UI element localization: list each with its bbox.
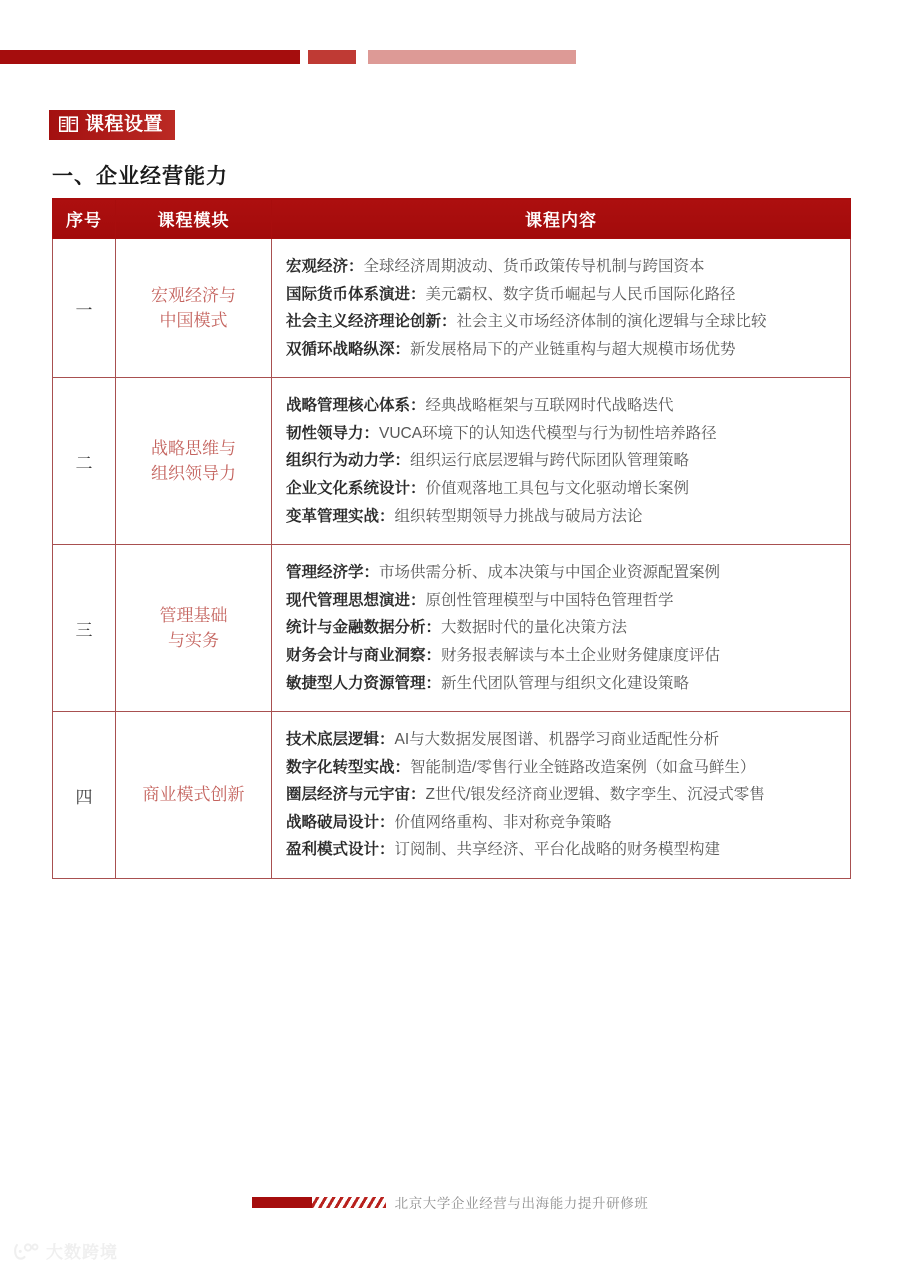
course-item-description: 新生代团队管理与组织文化建设策略 (441, 674, 690, 692)
course-content-item (286, 420, 838, 448)
course-item-term: 盈利模式设计： (286, 841, 395, 859)
top-decorative-bar (0, 50, 576, 64)
course-content-item (286, 308, 838, 336)
course-item-description: 组织转型期领导力挑战与破局方法论 (394, 507, 643, 525)
course-item-description: 经典战略框架与互联网时代战略迭代 (425, 397, 674, 415)
course-item-description: 价值观落地工具包与文化驱动增长案例 (425, 480, 690, 498)
course-item-description: 全球经济周期波动、货币政策传导机制与跨国资本 (363, 258, 705, 275)
course-item-term: 财务会计与商业洞察： (286, 646, 442, 664)
dashu-logo-icon (14, 1241, 40, 1261)
course-content-item (286, 503, 838, 531)
course-content-item (286, 336, 838, 364)
table-row (53, 712, 851, 879)
course-item-description: Z世代/银发经济商业逻辑、数字孪生、沉浸式零售 (425, 786, 765, 804)
footer-stripes (312, 1197, 386, 1208)
column-header-module: 课程模块 (116, 199, 272, 239)
topbar-segment-primary (0, 50, 300, 64)
course-item-term: 统计与金融数据分析： (286, 619, 442, 637)
topbar-segment-secondary (308, 50, 356, 64)
column-header-content: 课程内容 (272, 199, 851, 239)
course-item-description: 智能制造/零售行业全链路改造案例（如盒马鲜生） (410, 758, 756, 776)
cell-course-content (272, 239, 851, 378)
table-header-row (53, 199, 851, 239)
course-content-item (286, 392, 838, 420)
course-content-item (286, 475, 838, 503)
course-item-description: 美元霸权、数字货币崛起与人民币国际化路径 (425, 285, 736, 303)
course-item-description: 订阅制、共享经济、平台化战略的财务模型构建 (394, 841, 721, 859)
course-item-description: 市场供需分析、成本决策与中国企业资源配置案例 (379, 564, 721, 582)
course-content-item (286, 253, 838, 281)
course-content-item (286, 447, 838, 475)
course-content-item (286, 614, 838, 642)
table-row (53, 545, 851, 712)
course-content-item (286, 670, 838, 698)
open-book-icon (59, 116, 78, 133)
table-row (53, 239, 851, 378)
table-row (53, 378, 851, 545)
cell-course-content (272, 712, 851, 879)
table-header (53, 199, 851, 239)
course-item-term: 管理经济学： (286, 564, 380, 582)
course-item-description: VUCA环境下的认知迭代模型与行为韧性培养路径 (379, 424, 717, 442)
footer-text: 北京大学企业经营与出海能力提升研修班 (394, 1196, 649, 1211)
course-content-item (286, 726, 838, 754)
cell-sequence-number: 三 (53, 545, 116, 712)
page-title: 一、企业经营能力 (52, 165, 228, 188)
course-content-item (286, 836, 838, 864)
course-item-term: 韧性领导力： (286, 424, 380, 442)
watermark (14, 1238, 118, 1263)
cell-course-content (272, 378, 851, 545)
course-content-item (286, 781, 838, 809)
course-content-item (286, 642, 838, 670)
course-item-description: AI与大数据发展图谱、机器学习商业适配性分析 (394, 731, 720, 749)
course-content-item (286, 559, 838, 587)
topbar-gap (300, 50, 308, 64)
badge-label: 课程设置 (85, 114, 164, 135)
course-item-term: 社会主义经济理论创新： (286, 313, 457, 331)
course-item-description: 财务报表解读与本土企业财务健康度评估 (441, 646, 721, 664)
course-item-term: 圈层经济与元宇宙： (286, 786, 426, 804)
course-item-description: 价值网络重构、非对称竞争策略 (394, 813, 612, 831)
cell-sequence-number: 四 (53, 712, 116, 879)
watermark-text: 大数跨境 (46, 1243, 118, 1262)
course-item-term: 技术底层逻辑： (286, 731, 395, 749)
course-item-term: 宏观经济： (286, 258, 364, 275)
cell-course-module: 管理基础 与实务 (116, 545, 272, 712)
course-item-term: 战略破局设计： (286, 813, 395, 831)
course-item-term: 组织行为动力学： (286, 452, 411, 470)
course-item-term: 数字化转型实战： (286, 758, 411, 776)
course-item-description: 组织运行底层逻辑与跨代际团队管理策略 (410, 452, 690, 470)
course-content-item (286, 281, 838, 309)
table-body (53, 239, 851, 879)
topbar-gap (356, 50, 368, 64)
column-header-no: 序号 (53, 199, 116, 239)
cell-sequence-number: 一 (53, 239, 116, 378)
course-table (52, 198, 851, 879)
course-item-description: 新发展格局下的产业链重构与超大规模市场优势 (410, 340, 736, 358)
cell-course-module: 商业模式创新 (116, 712, 272, 879)
cell-course-content (272, 545, 851, 712)
course-item-description: 大数据时代的量化决策方法 (441, 619, 628, 637)
course-setup-badge (49, 110, 175, 140)
page-footer (0, 1192, 900, 1212)
course-item-term: 变革管理实战： (286, 507, 395, 525)
cell-sequence-number: 二 (53, 378, 116, 545)
course-content-item (286, 809, 838, 837)
course-item-term: 企业文化系统设计： (286, 480, 426, 498)
course-item-term: 敏捷型人力资源管理： (286, 674, 442, 692)
course-item-term: 战略管理核心体系： (286, 397, 426, 415)
cell-course-module: 宏观经济与 中国模式 (116, 239, 272, 378)
course-item-term: 现代管理思想演进： (286, 591, 426, 609)
topbar-segment-tertiary (368, 50, 576, 64)
course-content-item (286, 754, 838, 782)
cell-course-module: 战略思维与 组织领导力 (116, 378, 272, 545)
footer-bar (252, 1197, 312, 1208)
course-content-item (286, 587, 838, 615)
course-item-description: 社会主义市场经济体制的演化逻辑与全球比较 (456, 313, 767, 331)
course-item-description: 原创性管理模型与中国特色管理哲学 (425, 591, 674, 609)
course-item-term: 国际货币体系演进： (286, 285, 426, 303)
course-item-term: 双循环战略纵深： (286, 340, 411, 358)
